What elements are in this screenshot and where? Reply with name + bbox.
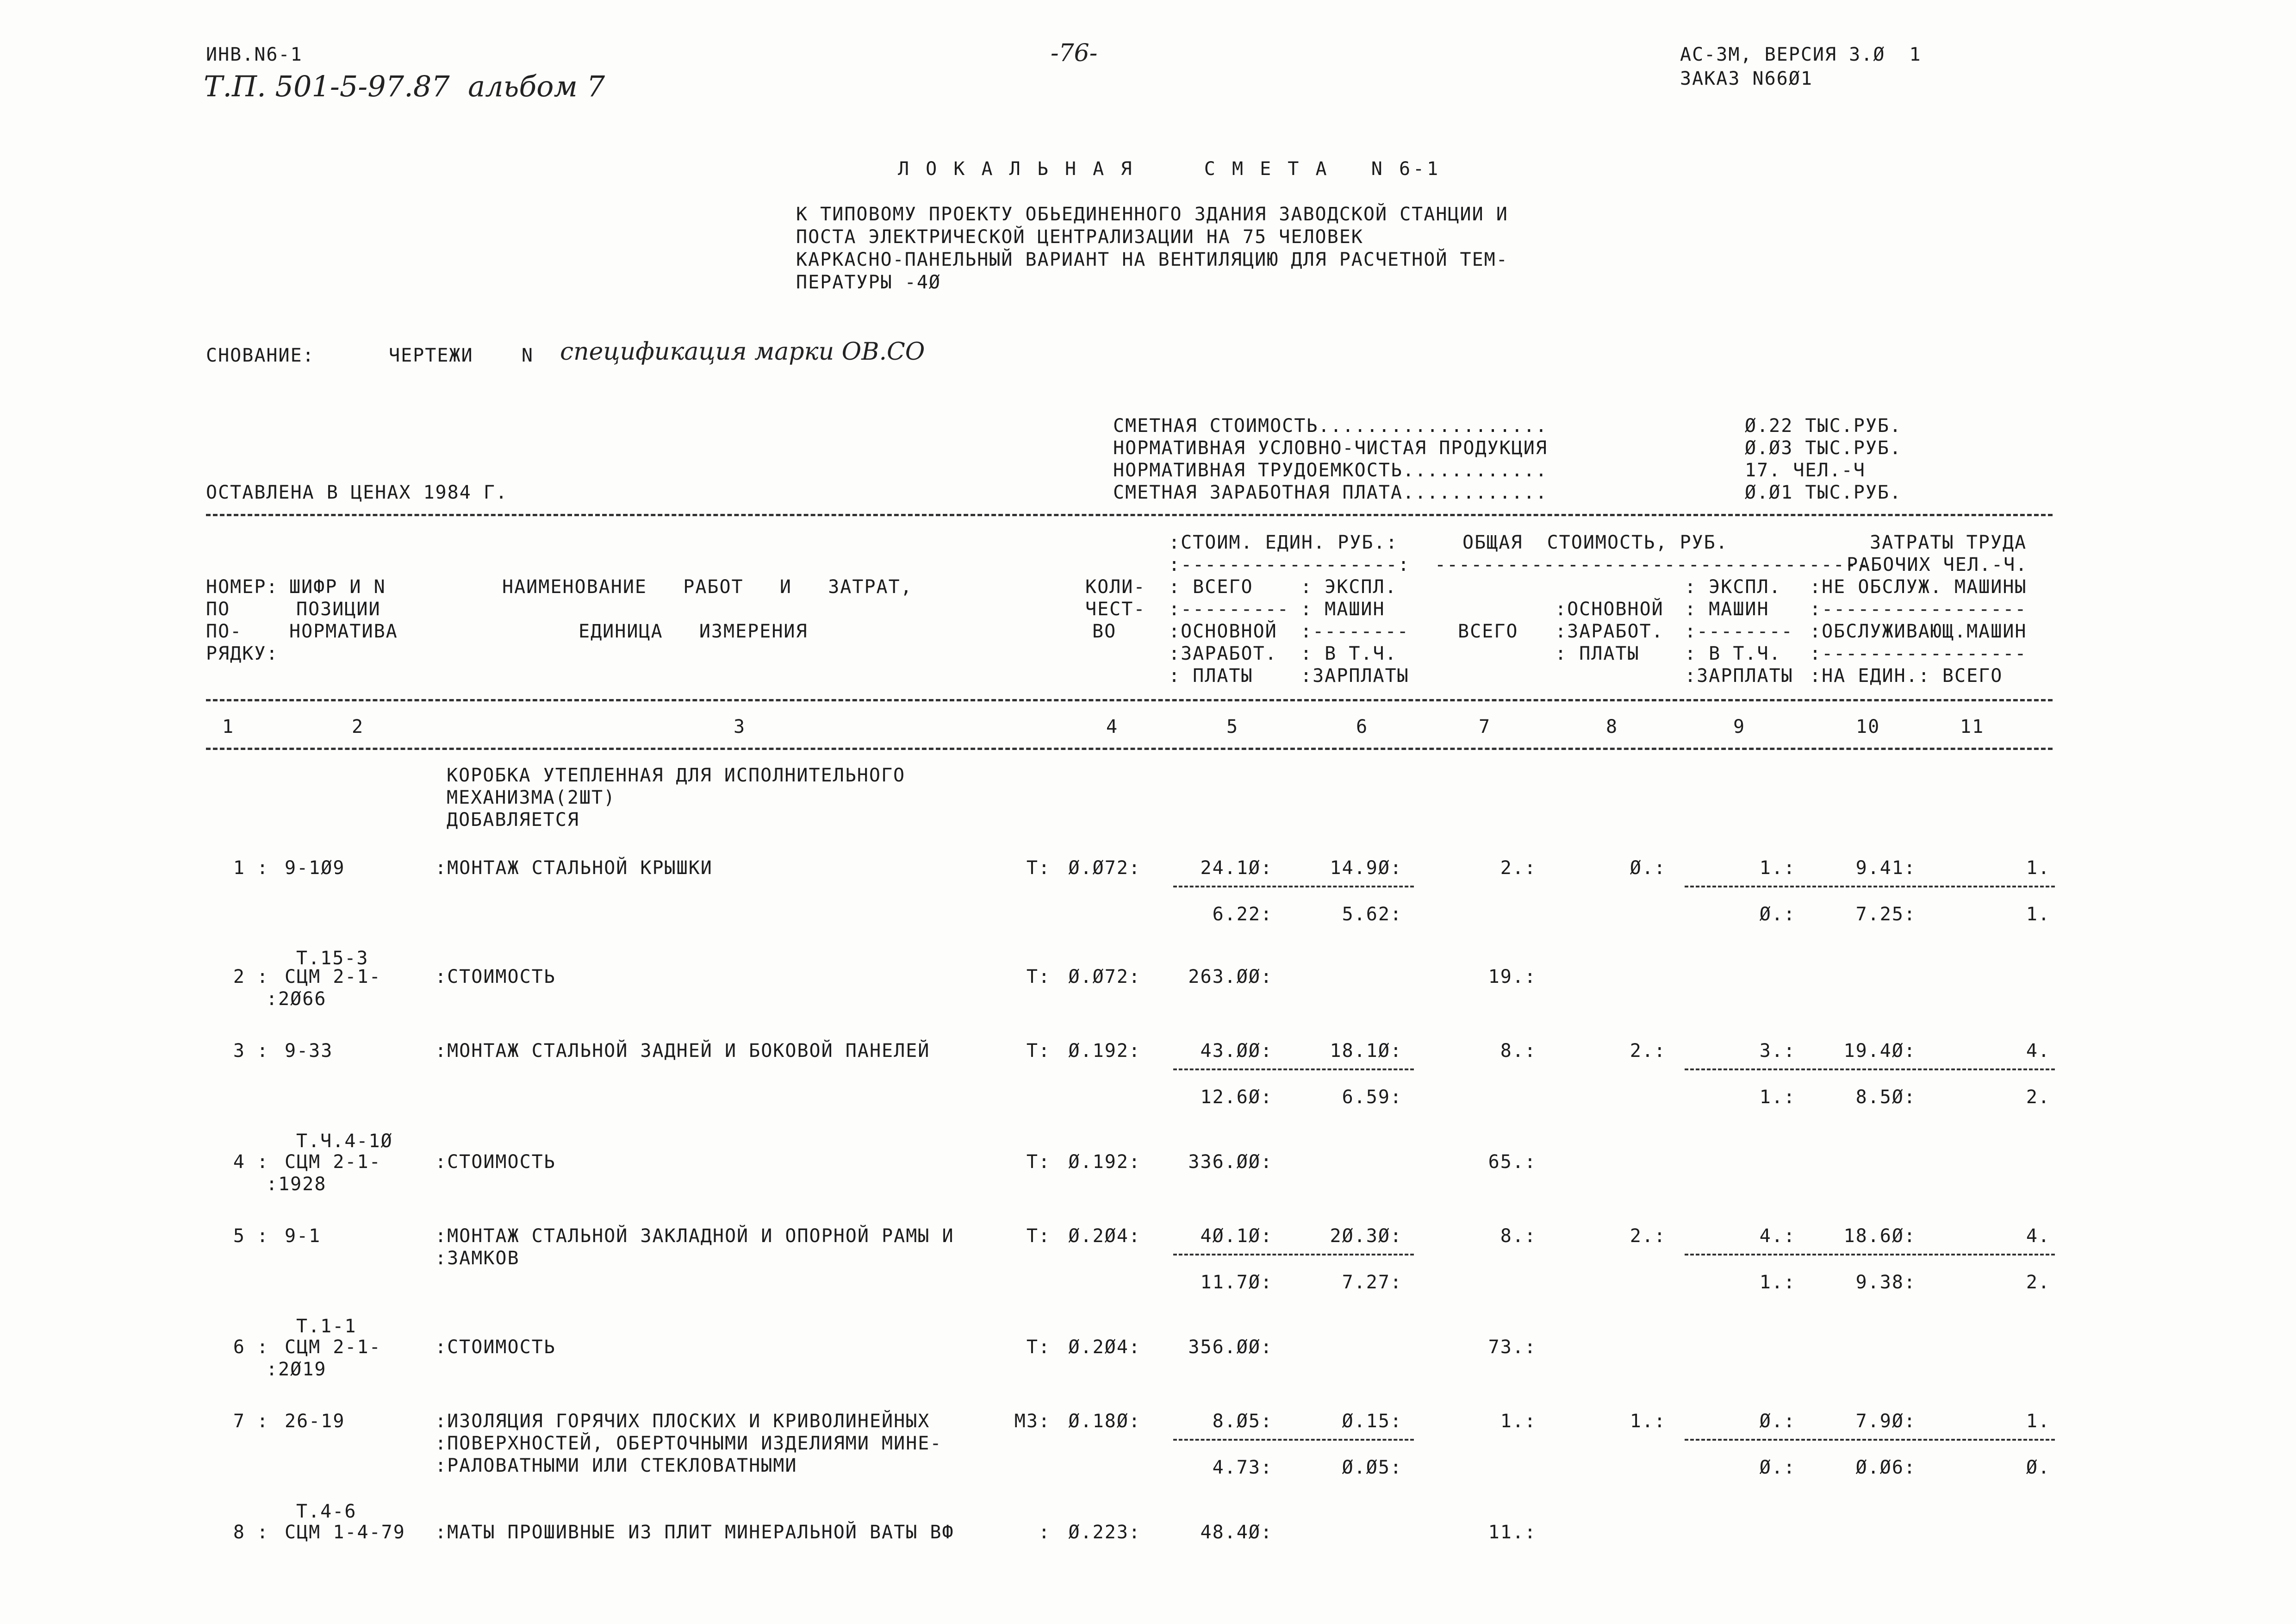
- hdr-c8-l2: : ПЛАТЫ: [1555, 643, 1640, 664]
- row-total-wages: 2.:: [1630, 1225, 1666, 1247]
- row-sub-machine-wages-total: Ø.:: [1759, 904, 1796, 925]
- row-sub-machine-wages: Ø.Ø5:: [1342, 1457, 1402, 1478]
- row-number: 6: [233, 1337, 245, 1358]
- row-total-cost: 73.:: [1488, 1337, 1537, 1358]
- row-labor-per-unit: 18.6Ø:: [1843, 1225, 1916, 1247]
- summary-label-1: НОРМАТИВНАЯ УСЛОВНО-ЧИСТАЯ ПРОДУКЦИЯ: [1113, 437, 1548, 459]
- hdr-grp2-dash: ------------------------------------: [1435, 554, 1869, 575]
- row-sub-base-wages: 12.6Ø:: [1200, 1087, 1273, 1108]
- row-unit-cost-machines: 18.1Ø:: [1330, 1040, 1402, 1062]
- inventory-number: ИНВ.N6-1: [206, 44, 303, 65]
- hdr-c10-11-l0: :НЕ ОБСЛУЖ. МАШИНЫ: [1810, 576, 2027, 598]
- table-top-rule: [206, 514, 2053, 516]
- row-code: СЦМ 2-1-: [285, 1151, 381, 1173]
- row-sub-base-wages: 6.22:: [1212, 904, 1273, 925]
- hdr-c2-l1: ПОЗИЦИИ: [296, 599, 381, 620]
- row-sub-machine-wages: 6.59:: [1342, 1087, 1402, 1108]
- row-code: СЦМ 2-1-: [285, 966, 381, 987]
- hdr-grp2: ОБЩАЯ СТОИМОСТЬ, РУБ.: [1462, 532, 1728, 553]
- row-quantity: Ø.2Ø4:: [1068, 1337, 1141, 1358]
- title-line-1: К ТИПОВОМУ ПРОЕКТУ ОБЬЕДИНЕННОГО ЗДАНИЯ ЗАВОДСКОЙ СТАНЦИИ И: [796, 204, 1508, 225]
- hdr-c6-l3: : В Т.Ч.: [1300, 643, 1397, 664]
- row-name: :МАТЫ ПРОШИВНЫЕ ИЗ ПЛИТ МИНЕРАЛЬНОЙ ВАТЫ ВФ: [435, 1522, 954, 1543]
- colnum-1: 1: [222, 716, 235, 737]
- hdr-c5-l1: :---------: [1169, 599, 1289, 620]
- hdr-c3a: НАИМЕНОВАНИЕ РАБОТ И ЗАТРАТ,: [502, 576, 913, 598]
- row-unit-cost-machines: Ø.15:: [1342, 1411, 1402, 1432]
- summary-value-3: Ø.Ø1 ТЫС.РУБ.: [1745, 482, 1902, 503]
- row-labor-per-unit: 19.4Ø:: [1843, 1040, 1916, 1062]
- hdr-c10-11-l1: :-----------------: [1810, 599, 2027, 620]
- row-unit: :: [1038, 1522, 1051, 1543]
- colnum-4: 4: [1106, 716, 1119, 737]
- row-sub-labor-total: 1.: [2026, 904, 2050, 925]
- title-line-4: ПЕРАТУРЫ -4Ø: [796, 272, 941, 293]
- row-unit: Т:: [1026, 1040, 1051, 1062]
- row-quantity: Ø.2Ø4:: [1068, 1225, 1141, 1247]
- basis-handwritten: спецификация марки ОВ.СО: [560, 338, 925, 366]
- row-code: СЦМ 2-1-: [285, 1337, 381, 1358]
- hdr-grp3-l1: РАБОЧИХ ЧЕЛ.-Ч.: [1847, 554, 2028, 575]
- row-unit-cost-machines: 2Ø.3Ø:: [1330, 1225, 1402, 1247]
- row-total-cost: 8.:: [1500, 1225, 1537, 1247]
- row-unit: Т:: [1026, 857, 1051, 879]
- row-sub-machine-wages: 7.27:: [1342, 1272, 1402, 1293]
- hdr-c9-l0: : ЭКСПЛ.: [1685, 576, 1781, 598]
- row-number: 2: [233, 966, 245, 987]
- row-subrule-unit-cost: [1173, 1254, 1414, 1255]
- row-unit: Т:: [1026, 1337, 1051, 1358]
- row-name: :СТОИМОСТЬ: [435, 966, 556, 987]
- row-subrule-unit-cost: [1173, 1068, 1414, 1070]
- row-sub-machine-wages-total: Ø.:: [1759, 1457, 1796, 1478]
- row-colon: :: [257, 1411, 269, 1432]
- row-quantity: Ø.18Ø:: [1068, 1411, 1141, 1432]
- row-code: 9-1: [285, 1225, 321, 1247]
- hdr-c6-l2: :--------: [1300, 621, 1409, 642]
- row-colon: :: [257, 1151, 269, 1173]
- hdr-c5-l3: :ЗАРАБОТ.: [1169, 643, 1277, 664]
- table-header-rule: [206, 699, 2053, 701]
- row-colon: :: [257, 857, 269, 879]
- hdr-c6-l4: :ЗАРПЛАТЫ: [1300, 665, 1409, 687]
- colnum-3: 3: [734, 716, 746, 737]
- row-quantity: Ø.192:: [1068, 1040, 1141, 1062]
- row-subrule-machines: [1685, 886, 2055, 887]
- row-unit-cost-total: 4Ø.1Ø:: [1200, 1225, 1273, 1247]
- row-unit-cost-total: 263.ØØ:: [1188, 966, 1273, 987]
- row-total-wages: 1.:: [1630, 1411, 1666, 1432]
- hdr-c10-11-l3: :-----------------: [1810, 643, 2027, 664]
- row-name-cont-2: :РАЛОВАТНЫМИ ИЛИ СТЕКЛОВАТНЫМИ: [435, 1455, 797, 1476]
- hdr-c8-l0: :ОСНОВНОЙ: [1555, 599, 1664, 620]
- row-total-machines: Ø.:: [1759, 1411, 1796, 1432]
- row-norm-ref: Т.Ч.4-1Ø: [296, 1131, 393, 1152]
- row-unit: Т:: [1026, 1151, 1051, 1173]
- row-name: :СТОИМОСТЬ: [435, 1337, 556, 1358]
- hdr-c7: ВСЕГО: [1458, 621, 1518, 642]
- row-name: :МОНТАЖ СТАЛЬНОЙ ЗАДНЕЙ И БОКОВОЙ ПАНЕЛЕЙ: [435, 1040, 930, 1062]
- row-number: 4: [233, 1151, 245, 1173]
- row-quantity: Ø.Ø72:: [1068, 857, 1141, 879]
- row-sub-base-wages: 4.73:: [1212, 1457, 1273, 1478]
- row-name: :МОНТАЖ СТАЛЬНОЙ ЗАКЛАДНОЙ И ОПОРНОЙ РАМЫ И: [435, 1225, 954, 1247]
- section-title-0: КОРОБКА УТЕПЛЕННАЯ ДЛЯ ИСПОЛНИТЕЛЬНОГО: [447, 765, 906, 786]
- hdr-c4-l1: ЧЕСТ-: [1085, 599, 1146, 620]
- summary-label-0: СМЕТНАЯ СТОИМОСТЬ...................: [1113, 415, 1548, 437]
- row-subrule-machines: [1685, 1068, 2055, 1070]
- hdr-c2-l2: НОРМАТИВА: [289, 621, 398, 642]
- row-quantity: Ø.192:: [1068, 1151, 1141, 1173]
- row-unit-cost-total: 356.ØØ:: [1188, 1337, 1273, 1358]
- hdr-c4-l2: ВО: [1092, 621, 1117, 642]
- row-sub-base-wages: 11.7Ø:: [1200, 1272, 1273, 1293]
- table-colnum-rule: [206, 748, 2053, 750]
- row-code-cont: :2Ø66: [266, 988, 327, 1010]
- hdr-c9-l4: :ЗАРПЛАТЫ: [1685, 665, 1793, 687]
- system-version: АС-3М, ВЕРСИЯ 3.Ø 1: [1680, 44, 1922, 65]
- row-number: 1: [233, 857, 245, 879]
- summary-composed: ОСТАВЛЕНА В ЦЕНАХ 1984 Г.: [206, 482, 508, 503]
- row-quantity: Ø.223:: [1068, 1522, 1141, 1543]
- row-colon: :: [257, 1040, 269, 1062]
- hdr-c10-11-l2: :ОБСЛУЖИВАЮЩ.МАШИН: [1810, 621, 2027, 642]
- row-sub-labor-total: 2.: [2026, 1087, 2050, 1108]
- row-colon: :: [257, 1225, 269, 1247]
- title-line-2: ПОСТА ЭЛЕКТРИЧЕСКОЙ ЦЕНТРАЛИЗАЦИИ НА 75 ЧЕЛОВЕК: [796, 226, 1363, 248]
- row-subrule-unit-cost: [1173, 886, 1414, 887]
- row-code: 9-1Ø9: [285, 857, 345, 879]
- row-unit: Т:: [1026, 966, 1051, 987]
- hdr-c9-l2: :--------: [1685, 621, 1793, 642]
- hdr-c10-11-l4: :НА ЕДИН.: ВСЕГО: [1810, 665, 2003, 687]
- order-number: ЗАКАЗ N66Ø1: [1680, 68, 1813, 89]
- row-name: :МОНТАЖ СТАЛЬНОЙ КРЫШКИ: [435, 857, 713, 879]
- basis-label: СНОВАНИЕ:: [206, 345, 315, 366]
- hdr-grp1-dash: :------------------:: [1169, 554, 1410, 575]
- summary-value-0: Ø.22 ТЫС.РУБ.: [1745, 415, 1902, 437]
- row-sub-labor-per-unit: 9.38:: [1855, 1272, 1916, 1293]
- row-total-wages: 2.:: [1630, 1040, 1666, 1062]
- hdr-c9-l3: : В Т.Ч.: [1685, 643, 1781, 664]
- hdr-c1-l0: НОМЕР:: [206, 576, 279, 598]
- row-name: :СТОИМОСТЬ: [435, 1151, 556, 1173]
- row-total-cost: 65.:: [1488, 1151, 1537, 1173]
- row-sub-labor-per-unit: 8.5Ø:: [1855, 1087, 1916, 1108]
- hdr-grp3-l0: ЗАТРАТЫ ТРУДА: [1870, 532, 2027, 553]
- row-sub-machine-wages-total: 1.:: [1759, 1087, 1796, 1108]
- hdr-grp1: :СТОИМ. ЕДИН. РУБ.:: [1169, 532, 1398, 553]
- row-code: 9-33: [285, 1040, 333, 1062]
- colnum-5: 5: [1226, 716, 1239, 737]
- row-sub-labor-per-unit: 7.25:: [1855, 904, 1916, 925]
- colnum-2: 2: [352, 716, 364, 737]
- summary-label-3: СМЕТНАЯ ЗАРАБОТНАЯ ПЛАТА............: [1113, 482, 1548, 503]
- row-code: 26-19: [285, 1411, 345, 1432]
- title-line-3: КАРКАСНО-ПАНЕЛЬНЫЙ ВАРИАНТ НА ВЕНТИЛЯЦИЮ ДЛЯ РАСЧЕТНОЙ ТЕМ-: [796, 249, 1508, 270]
- row-total-wages: Ø.:: [1630, 857, 1666, 879]
- colnum-11: 11: [1960, 716, 1985, 737]
- row-number: 5: [233, 1225, 245, 1247]
- row-norm-ref: Т.1-1: [296, 1316, 357, 1337]
- row-sub-labor-per-unit: Ø.Ø6:: [1855, 1457, 1916, 1478]
- hdr-c1-l1: ПО: [206, 599, 230, 620]
- colnum-8: 8: [1606, 716, 1618, 737]
- row-code: СЦМ 1-4-79: [285, 1522, 405, 1543]
- row-sub-labor-total: Ø.: [2026, 1457, 2050, 1478]
- row-number: 8: [233, 1522, 245, 1543]
- colnum-9: 9: [1733, 716, 1746, 737]
- row-unit: Т:: [1026, 1225, 1051, 1247]
- row-sub-machine-wages: 5.62:: [1342, 904, 1402, 925]
- row-name-cont: :ПОВЕРХНОСТЕЙ, ОБЕРТОЧНЫМИ ИЗДЕЛИЯМИ МИНЕ-: [435, 1433, 942, 1454]
- row-total-cost: 11.:: [1488, 1522, 1537, 1543]
- hdr-c5-l0: : ВСЕГО: [1169, 576, 1253, 598]
- row-subrule-machines: [1685, 1439, 2055, 1441]
- basis-drawings: ЧЕРТЕЖИ N: [389, 345, 534, 366]
- row-unit-cost-total: 336.ØØ:: [1188, 1151, 1273, 1173]
- row-unit-cost-total: 8.Ø5:: [1212, 1411, 1273, 1432]
- row-name: :ИЗОЛЯЦИЯ ГОРЯЧИХ ПЛОСКИХ И КРИВОЛИНЕЙНЫХ: [435, 1411, 930, 1432]
- row-unit-cost-total: 43.ØØ:: [1200, 1040, 1273, 1062]
- row-number: 7: [233, 1411, 245, 1432]
- hdr-c4-l0: КОЛИ-: [1085, 576, 1146, 598]
- page-number: -76-: [1051, 39, 1098, 67]
- row-norm-ref: Т.4-6: [296, 1501, 357, 1522]
- row-labor-total: 4.: [2026, 1040, 2050, 1062]
- project-handwritten: Т.П. 501-5-97.87 альбом 7: [204, 69, 605, 103]
- row-sub-machine-wages-total: 1.:: [1759, 1272, 1796, 1293]
- hdr-c6-l0: : ЭКСПЛ.: [1300, 576, 1397, 598]
- row-colon: :: [257, 1337, 269, 1358]
- row-subrule-machines: [1685, 1254, 2055, 1255]
- row-colon: :: [257, 1522, 269, 1543]
- row-labor-total: 1.: [2026, 1411, 2050, 1432]
- row-unit: М3:: [1014, 1411, 1051, 1432]
- row-unit-cost-machines: 14.9Ø:: [1330, 857, 1402, 879]
- section-title-1: МЕХАНИЗМА(2ШТ): [447, 787, 616, 808]
- hdr-c1-l3: РЯДКУ:: [206, 643, 279, 664]
- hdr-c5-l4: : ПЛАТЫ: [1169, 665, 1253, 687]
- row-total-cost: 2.:: [1500, 857, 1537, 879]
- colnum-10: 10: [1856, 716, 1880, 737]
- hdr-c1-l2: ПО-: [206, 621, 243, 642]
- row-norm-ref: Т.15-3: [296, 948, 369, 969]
- document-title: Л О К А Л Ь Н А Я С М Е Т А N 6-1: [898, 158, 1441, 180]
- row-total-cost: 8.:: [1500, 1040, 1537, 1062]
- summary-value-1: Ø.Ø3 ТЫС.РУБ.: [1745, 437, 1902, 459]
- section-title-2: ДОБАВЛЯЕТСЯ: [447, 809, 579, 831]
- row-labor-total: 1.: [2026, 857, 2050, 879]
- hdr-c8-l1: :ЗАРАБОТ.: [1555, 621, 1664, 642]
- row-name-cont: :ЗАМКОВ: [435, 1248, 520, 1269]
- row-number: 3: [233, 1040, 245, 1062]
- row-unit-cost-total: 24.1Ø:: [1200, 857, 1273, 879]
- row-total-cost: 1.:: [1500, 1411, 1537, 1432]
- row-code-cont: :1928: [266, 1174, 327, 1195]
- row-unit-cost-total: 48.4Ø:: [1200, 1522, 1273, 1543]
- row-total-machines: 4.:: [1759, 1225, 1796, 1247]
- row-quantity: Ø.Ø72:: [1068, 966, 1141, 987]
- hdr-c9-l1: : МАШИН: [1685, 599, 1769, 620]
- hdr-c5-l2: :ОСНОВНОЙ: [1169, 621, 1277, 642]
- hdr-c6-l1: : МАШИН: [1300, 599, 1385, 620]
- row-labor-per-unit: 7.9Ø:: [1855, 1411, 1916, 1432]
- colnum-6: 6: [1356, 716, 1369, 737]
- hdr-c2-l0: ШИФР И N: [289, 576, 386, 598]
- row-total-cost: 19.:: [1488, 966, 1537, 987]
- hdr-c3b: ЕДИНИЦА ИЗМЕРЕНИЯ: [579, 621, 808, 642]
- row-code-cont: :2Ø19: [266, 1359, 327, 1380]
- row-sub-labor-total: 2.: [2026, 1272, 2050, 1293]
- row-labor-per-unit: 9.41:: [1855, 857, 1916, 879]
- row-total-machines: 3.:: [1759, 1040, 1796, 1062]
- summary-label-2: НОРМАТИВНАЯ ТРУДОЕМКОСТЬ............: [1113, 460, 1548, 481]
- row-subrule-unit-cost: [1173, 1439, 1414, 1441]
- row-labor-total: 4.: [2026, 1225, 2050, 1247]
- colnum-7: 7: [1479, 716, 1491, 737]
- summary-value-2: 17. ЧЕЛ.-Ч: [1745, 460, 1866, 481]
- row-total-machines: 1.:: [1759, 857, 1796, 879]
- row-colon: :: [257, 966, 269, 987]
